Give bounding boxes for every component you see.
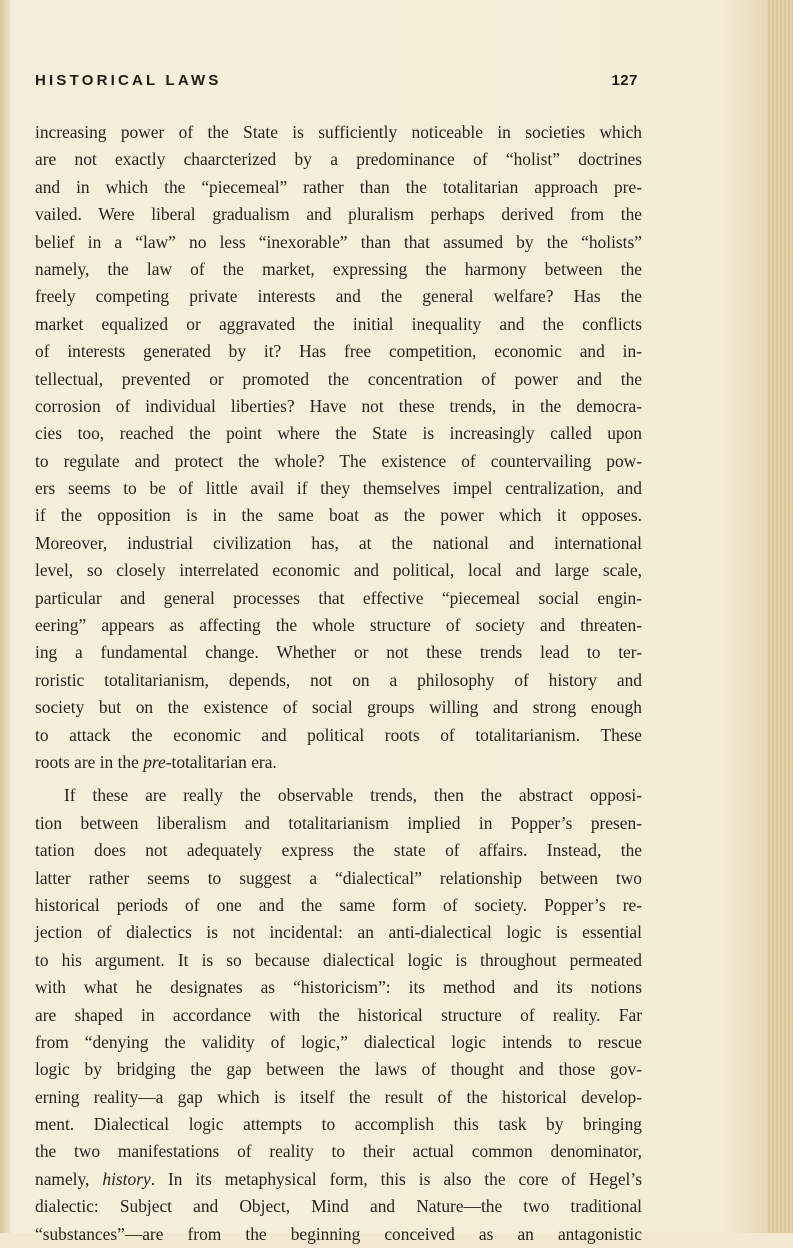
- text-line: roristic totalitarianism, depends, not on a philosophy of history and: [35, 669, 642, 690]
- text-line: Moreover, industrial civilization has, at the national and international: [35, 532, 642, 553]
- text-line: are shaped in accordance with the historical structure of reality. Far: [35, 1004, 642, 1025]
- text-line: [35, 1166, 642, 1193]
- text-line: level, so closely interrelated economic and political, local and large scale,: [35, 560, 642, 581]
- text-line: to regulate and protect the whole? The existence of countervailing pow-: [35, 450, 642, 471]
- text-line: if the opposition is in the same boat as the power which it opposes.: [35, 505, 642, 526]
- text-line: particular and general processes that effective “piecemeal social engin-: [35, 587, 642, 608]
- text-line: ing a fundamental change. Whether or not these trends lead to ter-: [35, 642, 642, 663]
- body-text: [35, 119, 642, 1248]
- text-line: and in which the “piecemeal” rather than the totalitarian approach pre-: [35, 176, 642, 197]
- text-line: increasing power of the State is sufficiently noticeable in societies which: [35, 122, 642, 142]
- text-line: If these are really the observable trends, then the abstract opposi-: [64, 785, 642, 806]
- text-line: market equalized or aggravated the initial inequality and the conflicts: [35, 313, 642, 334]
- text-line: ment. Dialectical logic attempts to accomplish this task by bringing: [35, 1114, 642, 1135]
- text-line: of interests generated by it? Has free competition, economic and in-: [35, 341, 642, 362]
- text-line: cies too, reached the point where the State is increasingly called upon: [35, 423, 642, 444]
- page-number: 127: [611, 72, 638, 89]
- text-line: jection of dialectics is not incidental: an anti-dialectical logic is essential: [35, 922, 642, 943]
- text-line: namely, the law of the market, expressing the harmony between the: [35, 258, 642, 279]
- text-line: corrosion of individual liberties? Have not these trends, in the democra-: [35, 395, 642, 416]
- text-line: to his argument. It is so because dialectical logic is throughout permeated: [35, 949, 642, 970]
- paragraph-1: [35, 119, 642, 776]
- text-line: [35, 749, 642, 776]
- page-gutter-left: [0, 0, 10, 1233]
- text-line: the two manifestations of reality to their actual common denominator,: [35, 1141, 642, 1162]
- text-line: tation does not adequately express the state of affairs. Instead, the: [35, 840, 642, 861]
- running-head: [35, 72, 638, 102]
- text-line: to attack the economic and political roots of totalitarianism. These: [35, 724, 642, 745]
- text-line: with what he designates as “historicism”: its method and its notions: [35, 977, 642, 998]
- text-line: belief in a “law” no less “inexorable” than that assumed by the “holists”: [35, 231, 642, 252]
- paragraph-2: [35, 782, 642, 1248]
- text-segment: roots are in the: [35, 751, 144, 772]
- page-edge-right: [767, 0, 793, 1233]
- text-segment: . In its metaphysical form, this is also the core of Hegel’s: [150, 1168, 642, 1189]
- text-line: eering” appears as affecting the whole structure of society and threaten-: [35, 615, 642, 636]
- text-line: latter rather seems to suggest a “dialectical” relationship between two: [35, 867, 642, 888]
- emphasized-word: history: [102, 1168, 151, 1189]
- text-segment: namely,: [35, 1168, 103, 1189]
- text-line: society but on the existence of social groups willing and strong enough: [35, 697, 642, 718]
- text-line: are not exactly chaarcterized by a predominance of “holist” doctrines: [35, 149, 642, 170]
- text-line: vailed. Were liberal gradualism and pluralism perhaps derived from the: [35, 204, 642, 225]
- emphasized-word: pre: [143, 751, 166, 772]
- text-line: tion between liberalism and totalitarianism implied in Popper’s presen-: [35, 812, 642, 833]
- text-line: historical periods of one and the same form of society. Popper’s re-: [35, 894, 642, 915]
- text-line: erning reality—a gap which is itself the result of the historical develop-: [35, 1086, 642, 1107]
- text-line: tellectual, prevented or promoted the concentration of power and the: [35, 368, 642, 389]
- text-line: “substances”—are from the beginning conceived as an antagonistic: [35, 1223, 642, 1244]
- chapter-title: HISTORICAL LAWS: [35, 72, 222, 89]
- text-line: ers seems to be of little avail if they themselves impel centralization, and: [35, 478, 642, 499]
- text-line: logic by bridging the gap between the laws of thought and those gov-: [35, 1059, 642, 1080]
- text-line: dialectic: Subject and Object, Mind and Nature—the two traditional: [35, 1196, 642, 1217]
- text-line: freely competing private interests and the general welfare? Has the: [35, 286, 642, 307]
- text-line: from “denying the validity of logic,” dialectical logic intends to rescue: [35, 1031, 642, 1052]
- text-segment: -totalitarian era.: [165, 751, 277, 772]
